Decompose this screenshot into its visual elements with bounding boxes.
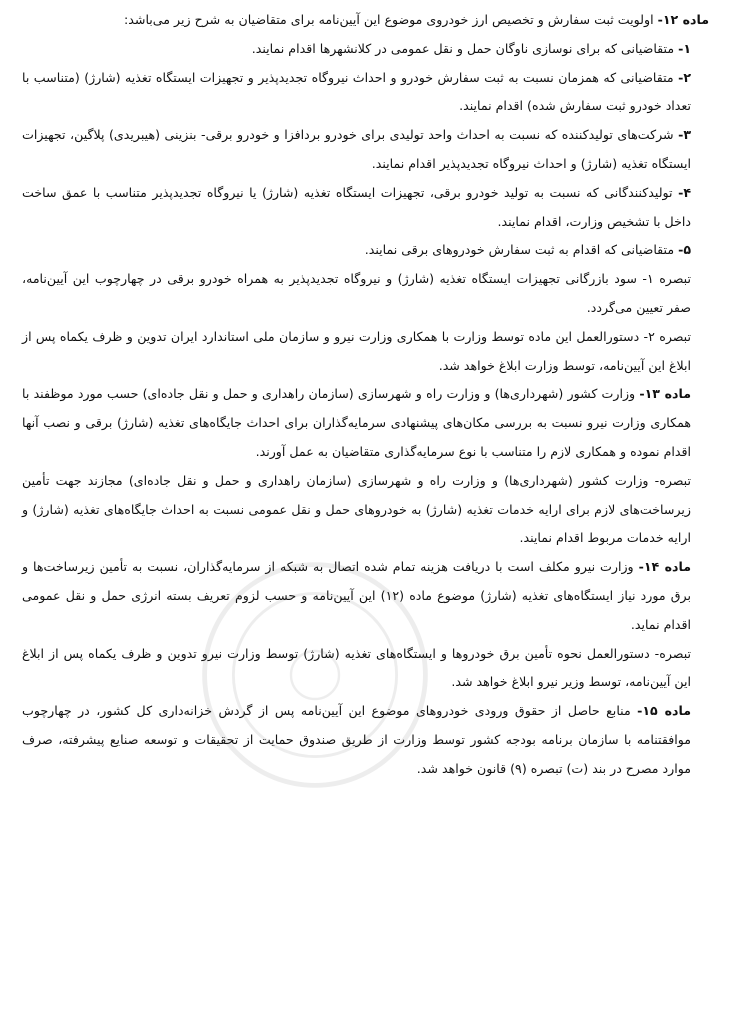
list-item-3 [22, 121, 709, 179]
article-12-heading [22, 6, 709, 35]
paragraph-text: تبصره ۱- سود بازرگانی تجهیزات ایستگاه تغذیه (شارژ) و نیروگاه تجدیدپذیر به همراه خودرو برقی در چهارچوب این آیین‌نامه، صفر تعیین می‌گردد. [22, 271, 691, 315]
list-item-4 [22, 179, 709, 237]
item-number: ۴- [678, 184, 691, 200]
article-13-note [22, 467, 709, 553]
article-label: ماده ۱۲- [657, 12, 709, 27]
list-item-5 [22, 236, 709, 265]
item-number: ۳- [678, 127, 691, 143]
article-label: ماده ۱۵- [637, 703, 691, 719]
note-2 [22, 323, 709, 381]
paragraph-text: متقاضیانی که اقدام به ثبت سفارش خودروهای برقی نمایند. [364, 242, 679, 258]
item-number: ۲- [678, 69, 691, 85]
paragraph-text: تبصره- دستورالعمل نحوه تأمین برق خودروها و ایستگاه‌های تغذیه (شارژ) توسط وزارت نیرو تدوین و ظرف یکماه پس از ابلاغ این آیین‌نامه، توسط وزیر نیرو ابلاغ خواهد شد. [22, 645, 691, 690]
item-number: ۵- [678, 242, 691, 258]
note-1 [22, 265, 709, 323]
article-13 [22, 380, 709, 466]
item-number: ۱- [678, 40, 691, 56]
article-label: ماده ۱۳- [639, 386, 691, 402]
paragraph-text: شرکت‌های تولیدکننده که نسبت به احداث واحد تولیدی برای خودرو بردافزا و خودرو برقی- بنزینی (هیبریدی) پلاگین، تجهیزات ایستگاه تغذیه (شارژ) و احداث نیروگاه تجدیدپذیر اقدام نمایند. [22, 127, 691, 171]
paragraph-text: متقاضیانی که همزمان نسبت به ثبت سفارش خودرو و احداث نیروگاه تجدیدپذیر و تجهیزات ایستگاه تغذیه (شارژ) (متناسب با تعداد خودرو ثبت سفارش شده) اقدام نمایند. [22, 69, 691, 114]
list-item-2 [22, 64, 709, 122]
paragraph-text: تبصره- وزارت کشور (شهرداری‌ها) و وزارت راه و شهرسازی (سازمان راهداری و حمل و نقل جاده‌ای) مجازند جهت تأمین زیرساخت‌های لازم برای ارایه خدمات تغذیه (شارژ) به خودروهای حمل و نقل عمومی نسبت به احداث جایگاه‌های تغذیه (شارژ) و ارایه خدمات مربوط اقدام نمایند. [22, 472, 691, 546]
list-item-1 [22, 35, 709, 64]
paragraph-text: وزارت کشور (شهرداری‌ها) و وزارت راه و شهرسازی (سازمان راهداری و حمل و نقل جاده‌ای) حسب مورد موظفند با همکاری وزارت نیرو نسبت به بررسی مکان‌های پیشنهادی سرمایه‌گذاران برای احداث جایگاه‌های تغذیه (شارژ) برقی و نصب آنها اقدام نموده و همکاری لازم را متناسب با نوع سرمایه‌گذاری متقاضیان به عمل آورند. [22, 386, 691, 459]
paragraph-text: تبصره ۲- دستورالعمل این ماده توسط وزارت با همکاری وزارت نیرو و سازمان ملی استاندارد ایران تدوین و ظرف یکماه پس از ابلاغ این آیین‌نامه، توسط وزارت ابلاغ خواهد شد. [22, 328, 691, 373]
article-14 [22, 553, 709, 639]
article-label: ماده ۱۴- [638, 559, 691, 575]
paragraph-text: وزارت نیرو مکلف است با دریافت هزینه تمام شده اتصال به شبکه از سرمایه‌گذاران، نسبت به تأمین زیرساخت‌ها و برق مورد نیاز ایستگاه‌های تغذیه (شارژ) موضوع ماده (۱۲) این آیین‌نامه و حسب لزوم تعریف بسته انرژی حمل و نقل عمومی اقدام نماید. [22, 559, 691, 632]
paragraph-text: اولویت ثبت سفارش و تخصیص ارز خودروی موضوع این آیین‌نامه برای متقاضیان به شرح زیر می‌باشد: [124, 12, 658, 27]
article-15 [22, 697, 709, 783]
paragraph-text: تولیدکنندگانی که نسبت به تولید خودرو برقی، تجهیزات ایستگاه تغذیه (شارژ) یا نیروگاه تجدیدپذیر متناسب با عمق ساخت داخل با تشخیص وزارت، اقدام نمایند. [22, 184, 691, 229]
paragraph-text: منابع حاصل از حقوق ورودی خودروهای موضوع این آیین‌نامه پس از گردش خزانه‌داری کل کشور، در چهارچوب موافقتنامه با سازمان برنامه بودجه کشور توسط وزارت از طریق صندوق حمایت از تحقیقات و توسعه صنایع پیشرفته، صرف موارد مصرح در بند (ت) تبصره (۹) قانون خواهد شد. [22, 703, 691, 776]
article-14-note [22, 640, 709, 698]
paragraph-text: متقاضیانی که برای نوسازی ناوگان حمل و نقل عمومی در کلانشهرها اقدام نمایند. [251, 40, 679, 56]
